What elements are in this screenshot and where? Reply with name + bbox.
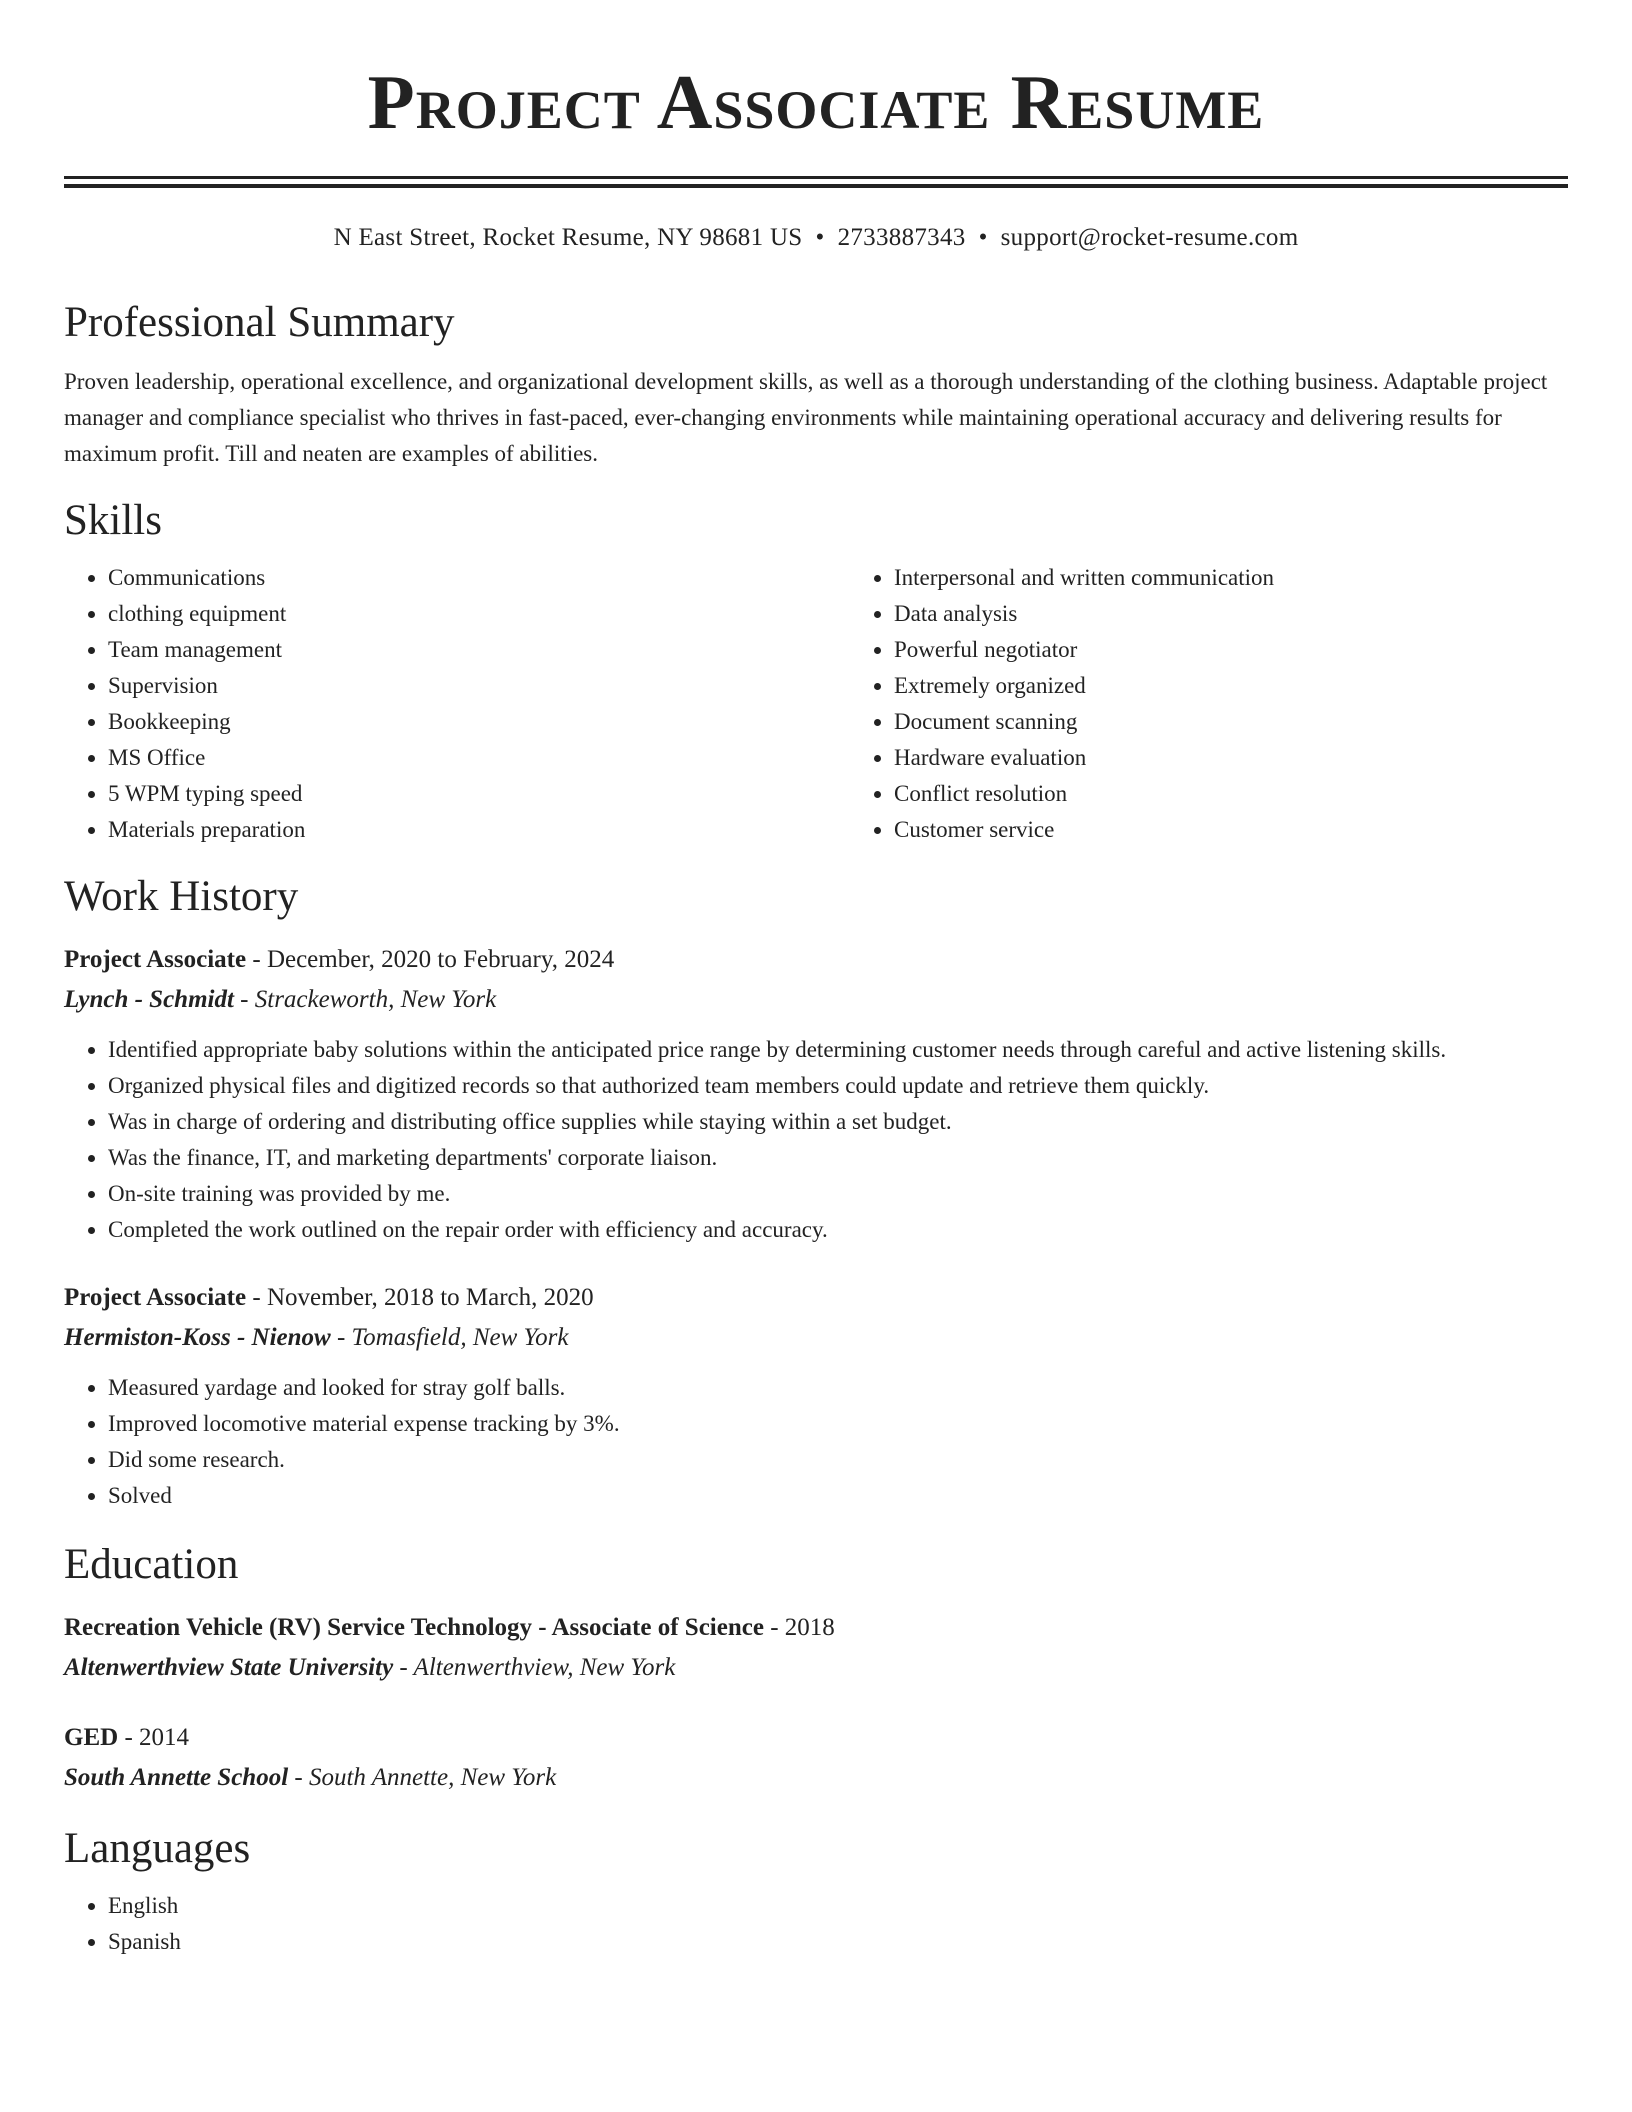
job-organization: Hermiston-Koss - Nienow - Tomasfield, New York [64, 1324, 569, 1351]
job-organization: Lynch - Schmidt - Strackeworth, New York [64, 986, 497, 1013]
skill-item: • Materials preparation [108, 812, 850, 848]
contact-line [64, 222, 1568, 254]
education-degree: Recreation Vehicle (RV) Service Technology - Associate of Science [64, 1614, 764, 1641]
skill-item: • MS Office [108, 740, 850, 776]
summary-section [64, 298, 1568, 472]
job-bullet: • Improved locomotive material expense tracking by 3%. [108, 1406, 1568, 1442]
skills-list-right [850, 560, 1632, 848]
languages-list [64, 1888, 1568, 1960]
work-history-section [64, 872, 1568, 1514]
job-company: Lynch - Schmidt [64, 986, 234, 1013]
job-bullet: • Solved [108, 1478, 1568, 1514]
title-double-rule [64, 176, 1568, 188]
contact-separator: • [815, 224, 825, 251]
contact-address: N East Street, Rocket Resume, NY 98681 US [333, 224, 803, 251]
skill-item: • clothing equipment [108, 596, 850, 632]
skill-item: • Bookkeeping [108, 704, 850, 740]
skills-grid [64, 560, 1568, 848]
job-dates: November, 2018 to March, 2020 [266, 1284, 594, 1311]
skill-item: • Powerful negotiator [894, 632, 1632, 668]
work-history-heading: Work History [64, 873, 299, 920]
skill-item: • Team management [108, 632, 850, 668]
education-institution: South Annette School - South Annette, New York [64, 1764, 557, 1791]
languages-heading: Languages [64, 1825, 251, 1872]
languages-section [64, 1824, 1568, 1960]
education-heading: Education [64, 1541, 239, 1588]
job-entry [64, 940, 1568, 1248]
job-entry [64, 1278, 1568, 1514]
education-entry [64, 1718, 1568, 1798]
skill-item: • Supervision [108, 668, 850, 704]
skills-list-left [64, 560, 850, 848]
education-location: Altenwerthview, New York [413, 1654, 676, 1681]
job-header: Project Associate - December, 2020 to February, 2024 [64, 946, 615, 973]
education-location: South Annette, New York [308, 1764, 557, 1791]
job-bullet: • Completed the work outlined on the repair order with efficiency and accuracy. [108, 1212, 1568, 1248]
job-bullet: • Was the finance, IT, and marketing departments' corporate liaison. [108, 1140, 1568, 1176]
job-bullet: • Identified appropriate baby solutions within the anticipated price range by determining customer needs through careful and active listening skills. [108, 1032, 1568, 1068]
contact-separator: • [978, 224, 988, 251]
job-location: Strackeworth, New York [254, 986, 497, 1013]
job-bullet: • Measured yardage and looked for stray golf balls. [108, 1370, 1568, 1406]
education-school: South Annette School [64, 1764, 289, 1791]
education-header: Recreation Vehicle (RV) Service Technology - Associate of Science - 2018 [64, 1614, 835, 1641]
skills-heading: Skills [64, 497, 162, 544]
skills-section [64, 496, 1568, 848]
job-bullet: • Did some research. [108, 1442, 1568, 1478]
job-bullets [64, 1370, 1568, 1514]
education-year: 2018 [784, 1614, 835, 1641]
skill-item: • 5 WPM typing speed [108, 776, 850, 812]
education-school: Altenwerthview State University [64, 1654, 394, 1681]
skill-item: • Customer service [894, 812, 1632, 848]
skill-item: • Document scanning [894, 704, 1632, 740]
education-year: 2014 [139, 1724, 190, 1751]
job-header: Project Associate - November, 2018 to March, 2020 [64, 1284, 594, 1311]
contact-phone: 2733887343 [837, 224, 966, 251]
job-bullets [64, 1032, 1568, 1248]
skill-item: • Interpersonal and written communication [894, 560, 1632, 596]
resume-title: Project Associate Resume [367, 59, 1265, 145]
contact-email: support@rocket-resume.com [1000, 224, 1299, 251]
education-section [64, 1540, 1568, 1798]
job-title: Project Associate [64, 1284, 247, 1311]
language-item: • Spanish [108, 1924, 1568, 1960]
education-header: GED - 2014 [64, 1724, 190, 1751]
summary-text: Proven leadership, operational excellence, and organizational development skills, as well as a thorough understanding of the clothing business. Adaptable project manager and compliance specialist who thrives in fast-paced, ever-changing environments while maintaining operational accuracy and delivering results for maximum profit. Till and neaten are examples of abilities. [64, 369, 1548, 466]
skill-item: • Communications [108, 560, 850, 596]
skill-item: • Conflict resolution [894, 776, 1632, 812]
job-title: Project Associate [64, 946, 247, 973]
skill-item: • Data analysis [894, 596, 1632, 632]
job-dates: December, 2020 to February, 2024 [266, 946, 615, 973]
education-entry [64, 1608, 1568, 1688]
education-degree: GED [64, 1724, 119, 1751]
language-item: • English [108, 1888, 1568, 1924]
job-bullet: • Organized physical files and digitized records so that authorized team members could update and retrieve them quickly. [108, 1068, 1568, 1104]
summary-heading: Professional Summary [64, 299, 455, 346]
job-bullet: • On-site training was provided by me. [108, 1176, 1568, 1212]
skill-item: • Extremely organized [894, 668, 1632, 704]
education-institution: Altenwerthview State University - Altenwerthview, New York [64, 1654, 676, 1681]
job-location: Tomasfield, New York [351, 1324, 569, 1351]
job-company: Hermiston-Koss - Nienow [64, 1324, 331, 1351]
skill-item: • Hardware evaluation [894, 740, 1632, 776]
job-bullet: • Was in charge of ordering and distributing office supplies while staying within a set budget. [108, 1104, 1568, 1140]
